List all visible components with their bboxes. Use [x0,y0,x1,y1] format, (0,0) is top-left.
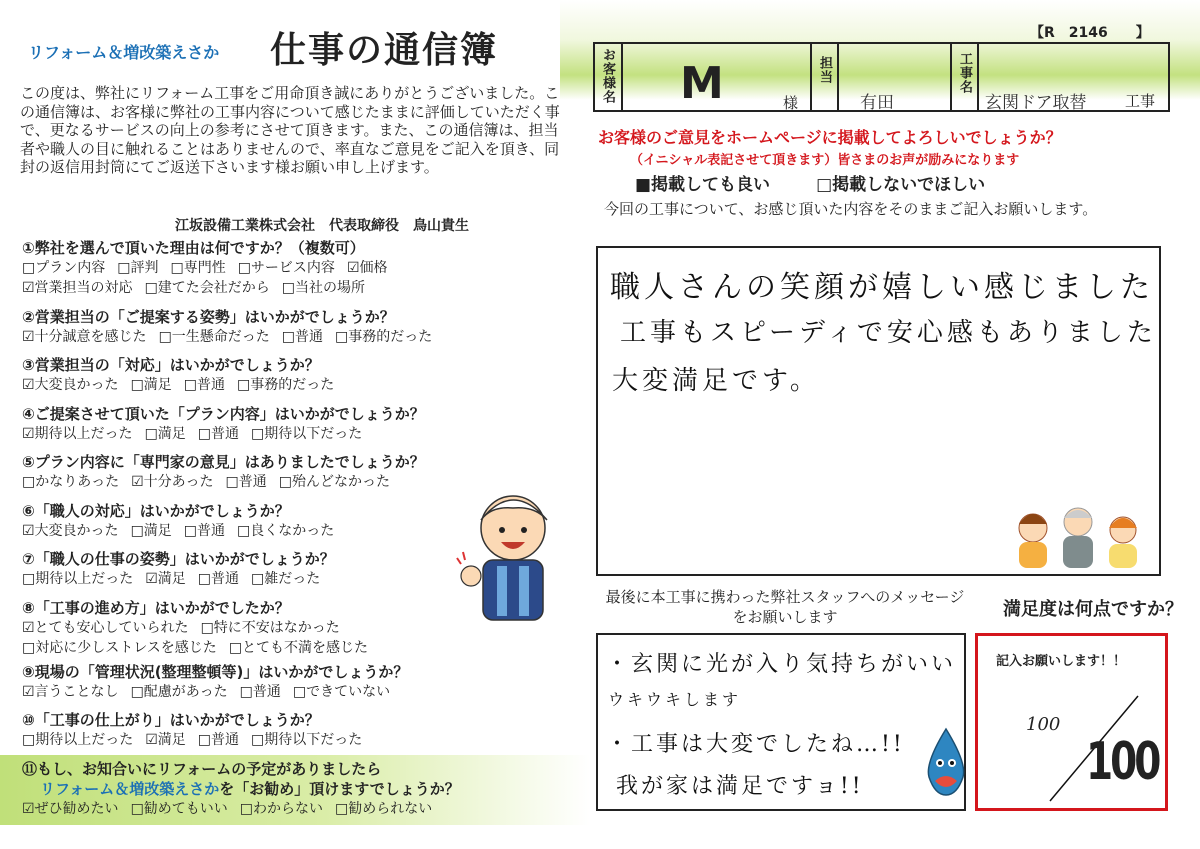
option[interactable]: □普通 [197,732,240,748]
homepage-note: （イニシャル表記させて頂きます）皆さまのお声が励みになります [630,153,1020,168]
homepage-question: お客様のご意見をホームページに掲載してよろしいでしょうか？ [598,128,1062,147]
option-publish-no[interactable]: □掲載しないでほしい [816,175,986,195]
question-title: ④ご提案させて頂いた「プラン内容」はいかがでしょうか？ [22,404,425,423]
satisfaction-question: 満足度は何点ですか？ [1003,599,1183,620]
question-options [22,424,582,444]
option[interactable]: □普通 [183,522,226,539]
question-title: ②営業担当の「ご提案する姿勢」はいかがでしょうか？ [22,307,395,326]
option[interactable]: □プラン内容 [22,260,106,276]
option[interactable]: ☑ぜひ勧めたい [22,800,119,817]
staff-message-box[interactable] [596,633,966,811]
option[interactable]: □満足 [130,522,172,539]
option[interactable]: □事務的だった [237,377,335,393]
option[interactable]: □満足 [144,425,186,442]
family-illustration [1003,500,1153,570]
option[interactable]: □殆んどなかった [278,474,390,490]
question-options [22,799,582,819]
question-options [22,375,582,395]
staff-name: 有田 [860,93,894,113]
option[interactable]: □専門性 [170,260,226,276]
option[interactable]: ☑言うことなし [22,683,119,700]
homepage-options [635,170,1031,195]
option[interactable]: □事務的だった [335,328,433,345]
option[interactable]: □対応に少しストレスを感じた [22,639,217,656]
question-title: ⑧「工事の進め方」はいかがでしたか？ [22,598,290,617]
option[interactable]: □満足 [130,377,172,393]
option[interactable]: □評判 [117,260,159,276]
reference-number: 【R 2146 】 [1030,25,1150,41]
question-options [22,730,582,750]
subtitle-rest: を「お勧め」頂けますでしょうか？ [219,779,460,798]
option[interactable]: □できていない [292,683,391,700]
option[interactable]: ☑十分誠意を感じた [22,328,147,345]
option[interactable]: □わからない [239,800,324,817]
option[interactable]: □かなりあった [22,474,120,490]
customer-honorific: 様 [783,94,799,112]
score-prompt: 記入お願いします！！ [996,654,1127,669]
option[interactable]: □とても不満を感じた [228,639,369,656]
mascot-drop-icon [923,727,969,797]
subtitle-brand: リフォーム＆増改築えさか [40,779,220,798]
option[interactable]: □雑だった [251,571,321,587]
option[interactable]: □普通 [281,328,324,345]
option[interactable]: □普通 [197,425,240,442]
intro-text: この度は、弊社にリフォーム工事をご用命頂き誠にありがとうございました。この通信簿は、お客様に弊社の工事内容について感じたままに評価していただく事で、更なるサービスの向上の参考にさせて頂きます。また、この通信簿は、担当者や職人の目に触れることはありませんので、率直なご意見をご記入を頂き、同封の返信用封筒にてご返送下さいます様お願い申し上げます。 [20,84,560,176]
option[interactable]: □期待以下だった [251,425,363,442]
message-line: ・工事は大変でしたね…!! [606,732,905,757]
option[interactable]: ☑大変良かった [22,522,119,539]
question-2 [22,307,582,356]
question-title: ⑤プラン内容に「専門家の意見」はありましたでしょうか？ [22,453,425,471]
option[interactable]: □勧められない [335,800,433,817]
page-title: 仕事の通信簿 [270,30,499,71]
question-subtitle [22,779,582,799]
option[interactable]: □期待以下だった [251,732,363,748]
option[interactable]: □建てた会社だから [144,280,270,296]
option[interactable]: □期待以上だった [22,732,134,748]
option[interactable]: ☑とても安心していられた [22,619,189,636]
question-options [22,682,582,702]
score-handwritten: 100 [1026,714,1061,735]
option[interactable]: □特に不安はなかった [200,619,340,636]
option[interactable]: □普通 [183,377,226,393]
question-options [22,327,582,347]
comment-line: 職人さんの笑顔が嬉しい感じました [610,270,1154,305]
brand-name: リフォーム＆増改築えさか [28,43,220,62]
question-title: ⑥「職人の対応」はいかがでしょうか？ [22,501,290,520]
option[interactable]: □普通 [225,474,267,490]
option[interactable]: □普通 [239,683,281,700]
question-options [22,258,582,278]
question-title: ⑪もし、お知合いにリフォームの予定がありましたら [22,759,382,778]
craftsman-illustration [455,480,565,625]
option[interactable]: ☑満足 [145,732,186,748]
message-line: ・玄関に光が入り気持ちがいい [606,652,957,677]
company-signature: 江坂設備工業株式会社 代表取締役 鳥山貴生 [175,218,469,234]
score-value: 100 [1086,732,1159,792]
comment-line: 大変満足です。 [612,366,820,396]
work-name: 玄関ドア取替 [985,93,1087,113]
option[interactable]: □一生懸命だった [158,328,270,345]
question-10 [22,710,582,759]
staff-label: 担当 [817,56,832,84]
comment-box[interactable] [596,246,1161,576]
question-1 [22,238,582,296]
comment-line: 工事もスピーディで安心感もありました [620,318,1157,348]
question-11 [22,759,582,829]
customer-label: お客様名 [600,48,615,104]
question-3 [22,355,582,404]
message-line: 我が家は満足ですョ!! [616,774,864,799]
work-suffix: 工事 [1125,92,1156,110]
comment-prompt: 今回の工事について、お感じ頂いた内容をそのままご記入お願いします。 [604,200,1098,218]
work-label: 工事名 [957,52,972,94]
message-line: ウキウキします [608,690,742,709]
question-title: ⑨現場の「管理状況(整理整頓等)」はいかがでしょうか？ [22,662,409,681]
option[interactable]: ☑満足 [145,571,186,587]
option[interactable]: □普通 [197,571,240,587]
question-title: ⑦「職人の仕事の姿勢」はいかがでしょうか？ [22,550,335,568]
option[interactable]: □良くなかった [237,522,335,539]
score-box[interactable] [975,633,1168,811]
option[interactable]: ☑価格 [346,260,388,276]
option[interactable]: ☑大変良かった [22,377,119,393]
option[interactable]: □勧めてもいい [130,800,228,817]
question-title: ③営業担当の「対応」はいかがでしょうか？ [22,356,320,374]
option[interactable]: ☑期待以上だった [22,425,133,442]
question-title: ⑩「工事の仕上がり」はいかがでしょうか？ [22,711,320,729]
option[interactable]: ☑十分あった [131,474,214,490]
customer-name: M [680,58,724,109]
question-title: ①弊社を選んで頂いた理由は何ですか？（複数可） [22,239,365,257]
question-options [22,638,582,658]
option[interactable]: □期待以上だった [22,571,134,587]
staff-message-label: 最後に本工事に携わった弊社スタッフへのメッセージをお願いします [605,588,965,626]
option[interactable]: □サービス内容 [237,260,335,276]
question-9 [22,662,582,711]
option[interactable]: □当社の場所 [281,280,366,296]
option[interactable]: ☑営業担当の対応 [22,280,133,296]
option[interactable]: □配慮があった [130,683,228,700]
question-4 [22,404,582,453]
option-publish-ok[interactable]: ■掲載しても良い [635,175,771,195]
